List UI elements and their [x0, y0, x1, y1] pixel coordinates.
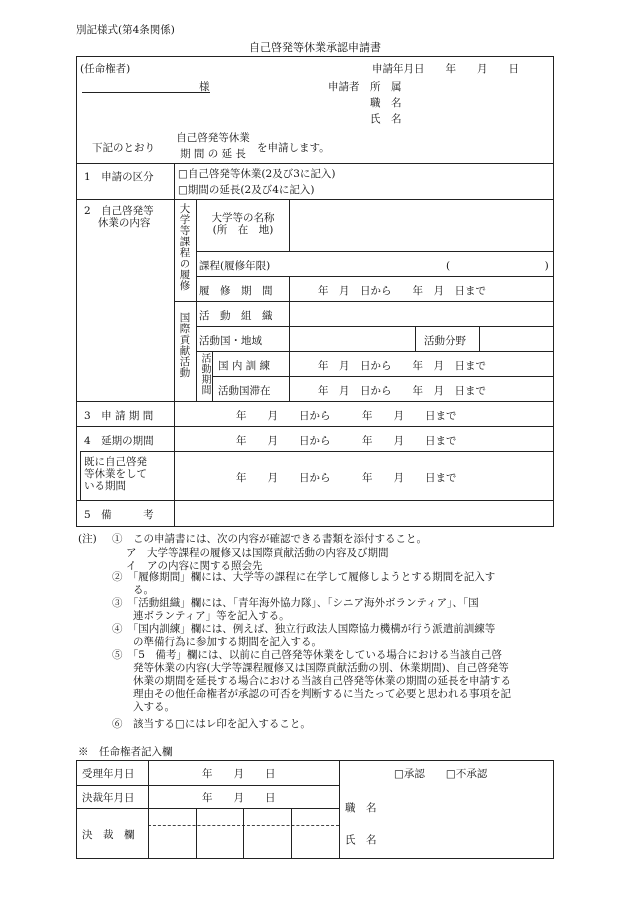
divider: [76, 500, 554, 501]
stay-abroad-range: 年 月 日から 年 月 日まで: [318, 385, 486, 397]
divider: [291, 808, 292, 859]
stay-abroad-label: 活動国滞在: [218, 385, 271, 397]
activity-organization-label: 活 動 組 織: [199, 310, 273, 322]
previous-leave-label: 既に自己啓発 等休業をして いる期間: [84, 456, 147, 492]
divider: [174, 163, 175, 527]
request-option-extension: 期 間 の 延 長: [180, 148, 246, 160]
previous-leave-range: 年 月 日から 年 月 日まで: [236, 472, 457, 484]
extension-period-range: 年 月 日から 年 月 日まで: [236, 435, 457, 447]
course-years-paren: ( ): [446, 260, 549, 272]
divider: [148, 760, 149, 859]
note-6: ⑥ 該当する□にはレ印を記入すること。: [112, 718, 311, 730]
request-option-leave: 自己啓発等休業: [176, 132, 250, 144]
request-prefix: 下記のとおり: [92, 142, 155, 154]
course-label: 課程(履修年限): [199, 260, 271, 272]
page-title: 自己啓発等休業承認申請書: [249, 41, 381, 54]
approval-checkboxes[interactable]: □承認 □不承認: [394, 768, 488, 780]
note-3: ③ 「活動組織」欄には、「青年海外協力隊」、「シニア海外ボランティア」、「国 連ボランティア」等を記入する。: [112, 597, 479, 622]
divider: [212, 351, 213, 401]
application-period-range: 年 月 日から 年 月 日まで: [236, 410, 457, 422]
received-date-value: 年 月 日: [202, 768, 276, 780]
decision-date-label: 決裁年月日: [82, 792, 135, 804]
applicant-label: 申請者: [328, 81, 360, 93]
note-1b: イ アの内容に関する照会先: [126, 560, 263, 572]
received-date-label: 受理年月日: [82, 768, 135, 780]
row3-label: 3 申 請 期 間: [84, 410, 154, 422]
divider: [196, 276, 554, 277]
authority-section-title: ※ 任命権者記入欄: [78, 746, 173, 758]
study-period-range: 年 月 日から 年 月 日まで: [318, 285, 486, 297]
notes-prefix: (注): [78, 533, 97, 545]
domestic-training-label: 国 内 訓 練: [218, 360, 271, 372]
decision-column-label: 決 裁 欄: [82, 829, 135, 841]
option-self-development-leave[interactable]: □自己啓発等休業(2及び3に記入): [178, 168, 336, 180]
divider: [174, 301, 554, 302]
divider: [479, 326, 480, 351]
form-label: 別記様式(第4条関係): [76, 24, 175, 36]
study-period-label: 履 修 期 間: [199, 285, 273, 297]
divider: [76, 401, 554, 402]
divider: [289, 199, 290, 251]
divider: [80, 451, 81, 500]
note-5: ⑤ 「5 備考」欄には、以前に自己啓発等休業をしている場合における当該自己啓 発等休業の内容(大学等課程履修又は国際貢献活動の別、休業期間)、自己啓発等 休業の期間を延長する場合における当該自己啓発等休業の期間の延長を申請する 理由その他任命権者が承認の可否を判断するに当たって必要と思われる事項を記 入する。: [112, 649, 511, 713]
option-period-extension[interactable]: □期間の延長(2及び4に記入): [178, 184, 315, 196]
note-4: ④ 「国内訓練」欄には、例えば、独立行政法人国際協力機構が行う派遣前訓練等 の準備行為に参加する期間を記入する。: [112, 623, 496, 648]
domestic-training-range: 年 月 日から 年 月 日まで: [318, 360, 486, 372]
note-2: ② 「履修期間」欄には、大学等の課程に在学して履修しようとする期間を記入す る。: [112, 571, 496, 596]
divider: [196, 251, 554, 252]
divider: [196, 351, 554, 352]
divider: [212, 376, 554, 377]
row2-label: 2 自己啓発等 休業の内容: [84, 205, 154, 229]
row1-label: 1 申請の区分: [84, 171, 154, 183]
row5-label: 5 備 考: [84, 509, 154, 521]
divider: [80, 451, 554, 452]
divider: [289, 276, 290, 401]
field-post: 職 名: [370, 97, 402, 109]
activity-country-label: 活動国・地域: [199, 335, 262, 347]
divider: [339, 760, 340, 859]
divider: [76, 426, 554, 427]
row4-label: 4 延期の期間: [84, 435, 154, 447]
authority-name-line: [82, 92, 210, 93]
field-affiliation: 所 属: [370, 81, 402, 93]
application-date: 申請年月日 年 月 日: [372, 63, 519, 75]
divider: [76, 199, 554, 200]
note-1a: ア 大学等課程の履修又は国際貢献活動の内容及び期間: [126, 547, 389, 559]
activity-field-label: 活動分野: [424, 335, 466, 347]
university-course-vertical-label: 大学等課程の履修: [178, 203, 191, 291]
divider: [76, 163, 554, 164]
authority-post-label: 職 名: [345, 802, 377, 814]
divider: [76, 808, 339, 809]
divider: [76, 785, 339, 786]
divider: [196, 326, 554, 327]
request-suffix: を申請します。: [257, 142, 330, 154]
divider: [243, 808, 244, 859]
field-name: 氏 名: [370, 113, 402, 125]
divider: [196, 199, 197, 401]
activity-period-vertical-label: 活動期間: [199, 353, 210, 395]
sama-label: 様: [199, 81, 210, 93]
authority-label: (任命権者): [80, 63, 131, 75]
decision-date-value: 年 月 日: [202, 792, 276, 804]
university-name-label: 大学等の名称 (所 在 地): [211, 212, 275, 236]
authority-name-label: 氏 名: [345, 834, 377, 846]
divider: [196, 808, 197, 859]
note-1: ① この申請書には、次の内容が確認できる書類を添付すること。: [112, 533, 427, 545]
international-contribution-vertical-label: 国際貢献活動: [178, 312, 191, 378]
divider: [415, 326, 416, 351]
